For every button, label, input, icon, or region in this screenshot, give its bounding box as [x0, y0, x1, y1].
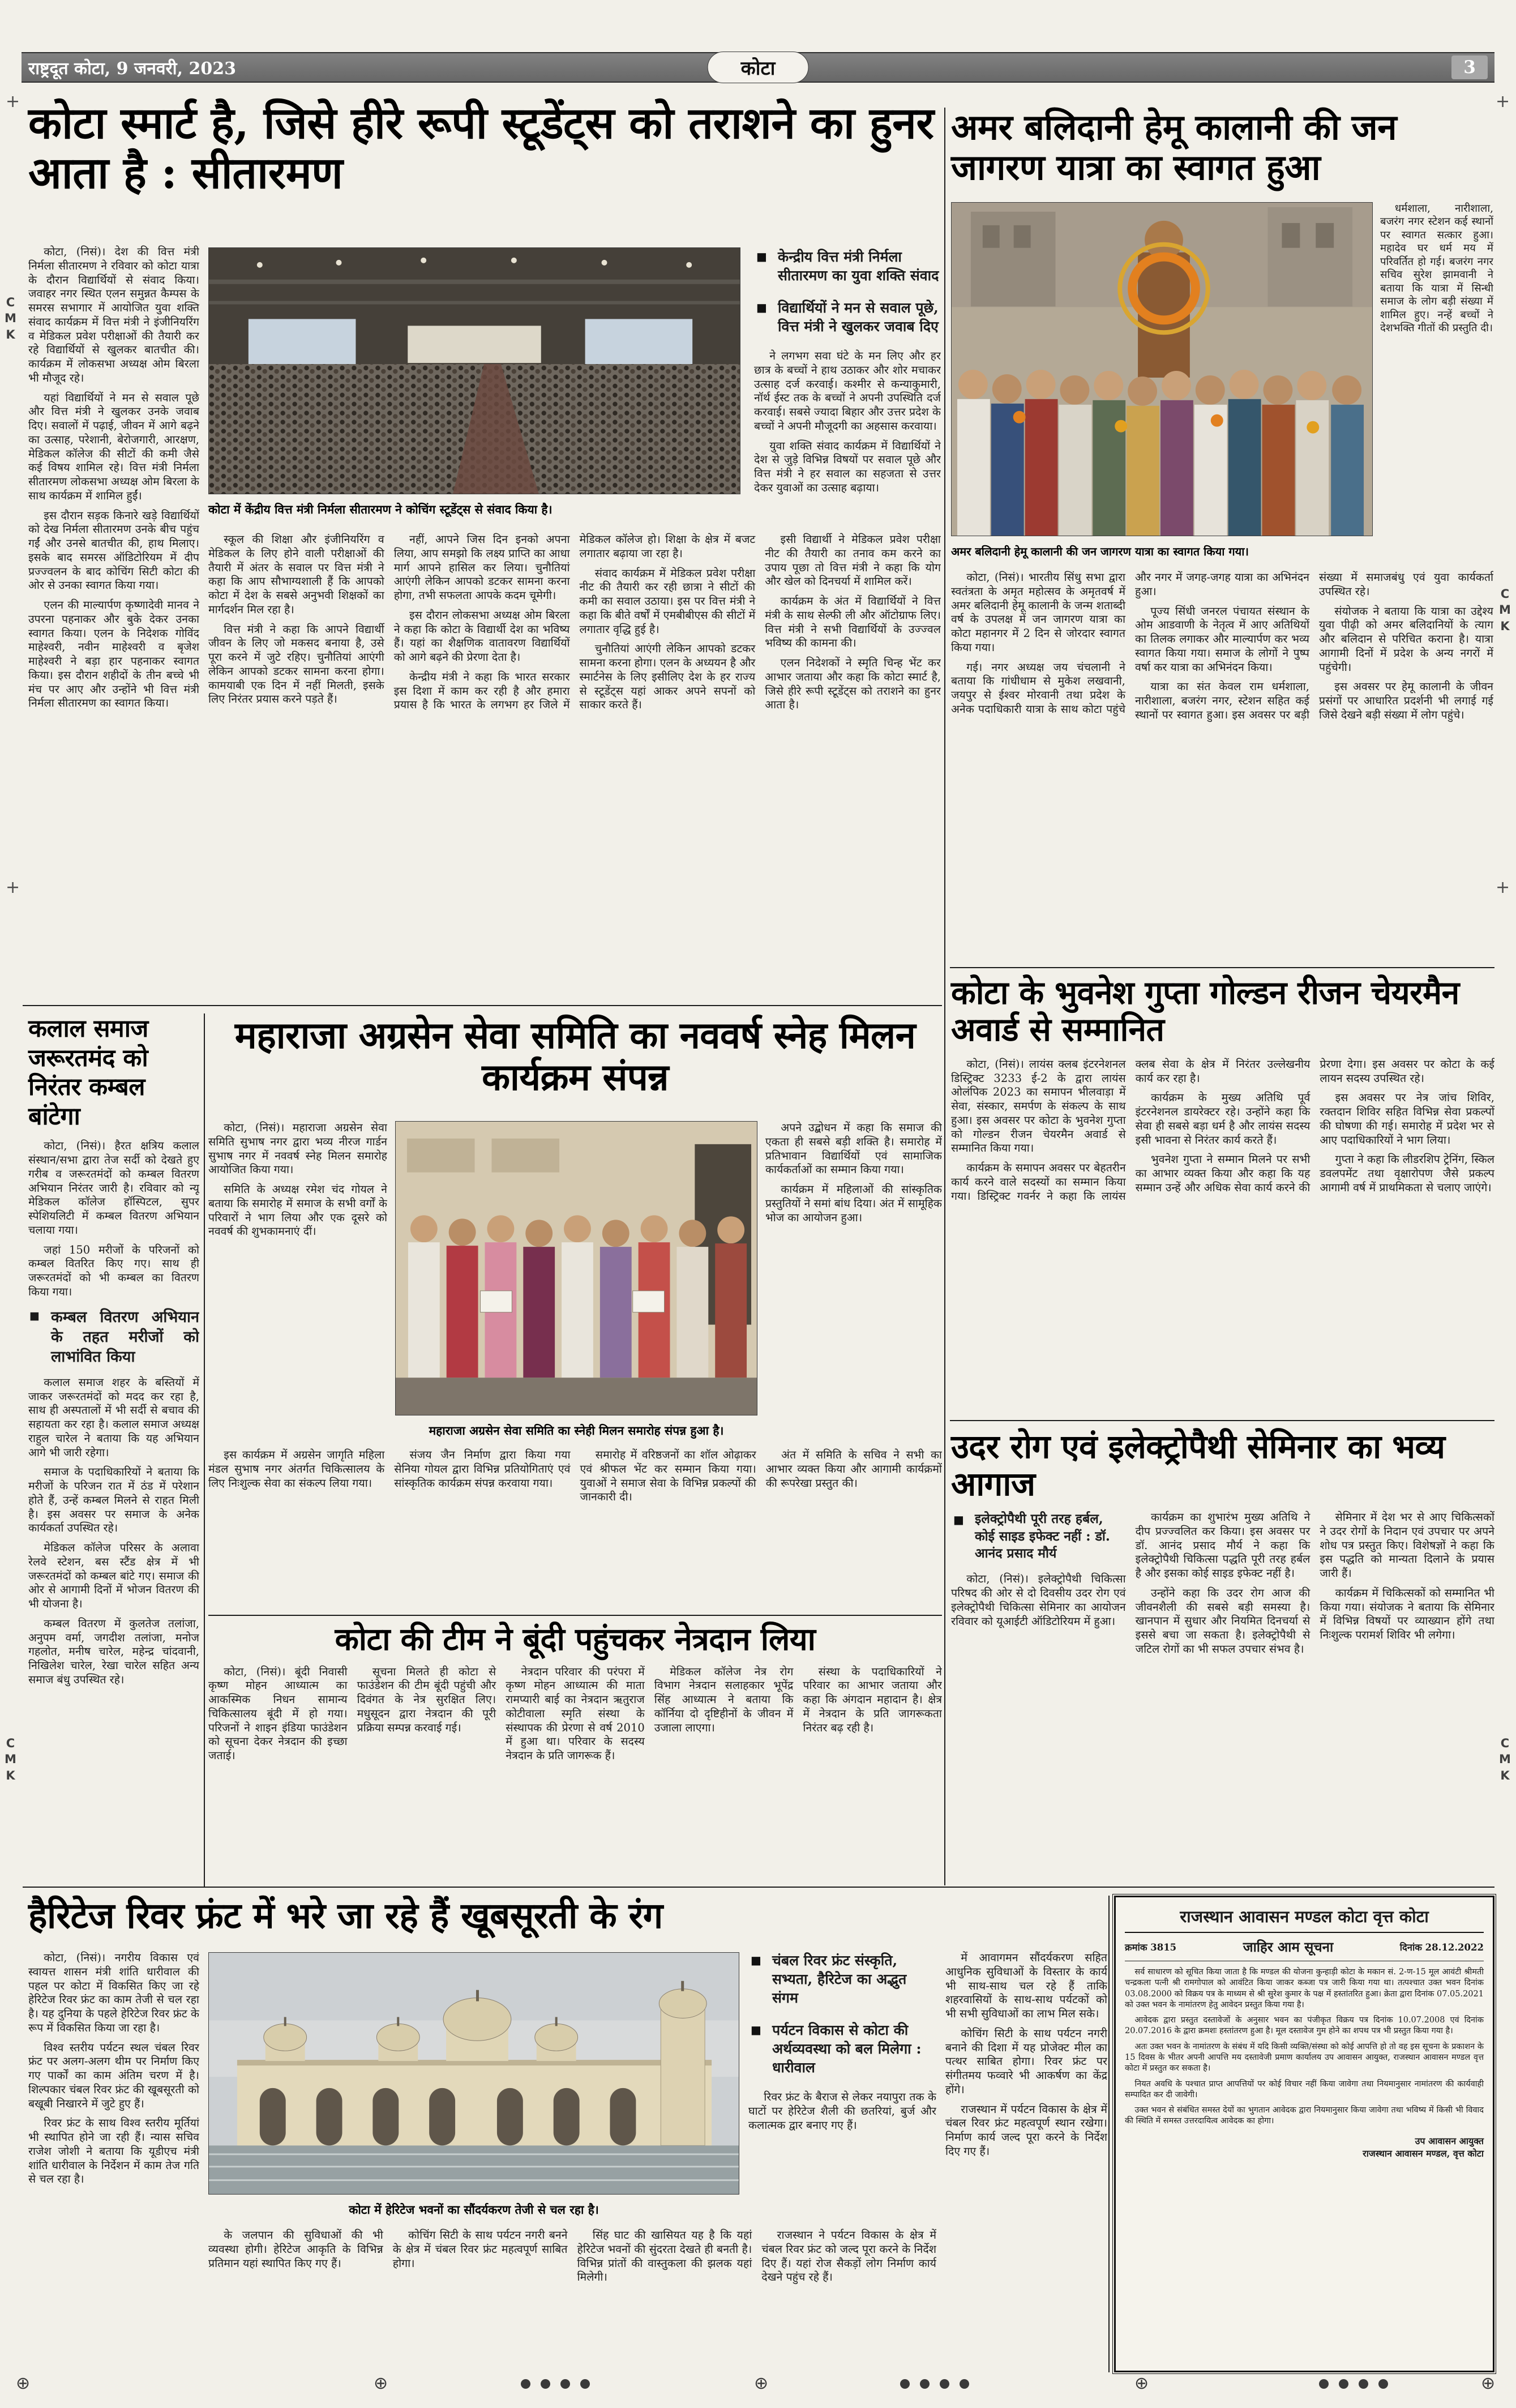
masthead-city-pill: कोटा — [708, 52, 809, 83]
registration-target-icon: ⊕ — [16, 2373, 31, 2393]
paragraph: इस दौरान सड़क किनारे खड़े विद्यार्थियों को देख निर्मला सीतारमण उनके बीच पहुंच गईं और उनसे बातचीत की, हाथ मिलाए। इसके बाद समरस ऑडिटोरियम में दीप प्रज्ज्वलन के बाद कोचिंग सिटी कोटा की ओर से उनका स्वागत किया गया। — [28, 508, 199, 592]
paragraph: कार्यक्रम के अंत में विद्यार्थियों ने वित्त मंत्री के साथ सेल्फी ली और ऑटोग्राफ लिए। वित्त मंत्री ने सभी विद्यार्थियों के उज्ज्वल भविष्य की कामना की। — [765, 594, 941, 650]
paragraph: संजय जैन निर्माण द्वारा किया गया सेनिया गोयल द्वारा विभिन्न प्रतियोगिताएं एवं सांस्कृतिक कार्यक्रम संपन्न करवाया गया। — [394, 1448, 571, 1490]
photo-caption: महाराजा अग्रसेन सेवा समिति का स्नेही मिलन समारोह संपन्न हुआ है। — [429, 1423, 724, 1438]
article-headline: कलाल समाज जरूरतमंद को निरंतर कम्बल बांटेगा — [28, 1015, 148, 1131]
paragraph: कोचिंग सिटी के साथ पर्यटन नगरी बनाने की दिशा में यह प्रोजेक्ट मील का पत्थर साबित होगा। रिवर फ्रंट पर संगीतमय फव्वारे भी आकर्षण का केंद्र होंगे। — [945, 2026, 1107, 2096]
photo-caption: कोटा में केंद्रीय वित्त मंत्री निर्मला सीतारमण ने कोचिंग स्टूडेंट्स से संवाद किया है। — [208, 502, 553, 516]
paragraph: नियत अवधि के पश्चात प्राप्त आपत्तियों पर कोई विचार नहीं किया जावेगा तथा नियमानुसार नामांतरण की कार्यवाही सम्पादित कर दी जावेगी। — [1125, 2079, 1484, 2099]
paragraph: M — [5, 1752, 16, 1767]
paragraph: गुप्ता ने कहा कि लीडरशिप ट्रेनिंग, स्किल डवलपमेंट तथा वृक्षारोपण जैसे प्रकल्प आगामी वर्ष में प्राथमिकता से चलाए जाएंगे। — [1320, 1153, 1494, 1194]
paragraph: K — [6, 327, 15, 341]
paragraph: कार्यक्रम के समापन अवसर पर बेहतरीन कार्य करने वाले सदस्यों का सम्मान किया गया। डिस्ट्रिक्ट गवर्नर ने कहा कि लायंस क्लब सेवा के क्षेत्र में निरंतर उल्लेखनीय कार्य कर रहा है। — [951, 1057, 1311, 1203]
paragraph: इस अवसर पर हेमू कालानी के जीवन प्रसंगों पर आधारित प्रदर्शनी भी लगाई गई जिसे देखने बड़ी संख्या में लोग पहुंचे। — [1319, 680, 1493, 721]
paragraph: वित्त मंत्री ने कहा कि आपने विद्यार्थी जीवन के लिए जो मकसद बनाया है, उसे पूरा करने में जुटे रहिए। चुनौतियां आएंगी लेकिन आपको डटकर सामना करना होगा। कामयाबी एक दिन में नहीं मिलती, इसके लिए निरंतर प्रयास करने पड़ते हैं। — [208, 622, 384, 706]
article-column — [28, 1951, 199, 2371]
article-sitharaman — [28, 98, 941, 712]
paragraph: विश्व स्तरीय पर्यटन स्थल चंबल रिवर फ्रंट पर अलग-अलग थीम पर निर्माण किए गए पार्कों का काम अंतिम चरण में है। शिल्पकार चंबल रिवर फ्रंट की खूबसूरती को बखूबी निखारने में जुटे हुए हैं। — [28, 2041, 199, 2110]
paragraph: संयोजक ने बताया कि यात्रा का उद्देश्य युवा पीढ़ी को अमर बलिदानियों के त्याग और बलिदान से परिचित कराना है। यात्रा आगामी दिनों में प्रदेश के अन्य नगरों में पहुंचेगी। — [1319, 604, 1493, 674]
article-column — [208, 533, 941, 998]
article-hemu-kalani — [951, 106, 1494, 721]
paragraph: ■ चंबल रिवर फ्रंट संस्कृति, सभ्यता, हैरिटेज का अद्भुत संगम — [748, 1951, 936, 2007]
paragraph: जहां 150 मरीजों के परिजनों को कम्बल वितरित किए गए। साथ ही जरूरतमंदों को भी कम्बल का वितरण किया गया। — [28, 1243, 199, 1298]
divider-rule — [950, 967, 1494, 968]
article-heritage-riverfront — [28, 1894, 1107, 2284]
paragraph: नहीं, आपने जिस दिन इनको अपना लिया, आप समझो कि लक्ष्य प्राप्ति का आधा मार्ग आपने हासिल कर लिया। चुनौतियां आएंगी लेकिन आपको डटकर सामना करना होगा, तभी सफलता आपके कदम चूमेगी। — [393, 533, 570, 602]
article-column — [28, 245, 199, 998]
paragraph: राजस्थान ने पर्यटन विकास के क्षेत्र में चंबल रिवर फ्रंट को जल्द पूरा करने के निर्देश दिए हैं। यहां रोज सैकड़ों लोग निर्माण कार्य देखने पहुंच रहे हैं। — [761, 2229, 936, 2284]
paragraph: ■ विद्यार्थियों ने मन से सवाल पूछे, वित्त मंत्री ने खुलकर जवाब दिए — [754, 298, 941, 336]
paragraph: अतः उक्त भवन के नामांतरण के संबंध में यदि किसी व्यक्ति/संस्था को कोई आपत्ति हो तो वह इस सूचना के प्रकाशन के 15 दिवस के भीतर अपनी आपत्ति मय दस्तावेजी प्रमाण कार्यालय उप आवासन आयुक्त, राजस्थान आवासन मण्डल वृत्त कोटा में प्रस्तुत कर सकता है। — [1125, 2042, 1484, 2073]
article-column — [208, 1448, 942, 1610]
paragraph: उक्त भवन से संबंधित समस्त देयों का भुगतान आवेदक द्वारा नियमानुसार किया जावेगा तथा भविष्य में किसी भी विवाद की स्थिति में समस्त उत्तरदायित्व आवेदक का होगा। — [1125, 2106, 1484, 2126]
article-headline: कोटा की टीम ने बूंदी पहुंचकर नेत्रदान लिया — [335, 1620, 816, 1657]
article-column — [951, 1058, 1494, 1404]
registration-target-icon: ⊕ — [1134, 2373, 1149, 2393]
paragraph: ने लगभग सवा घंटे के मन लिए और हर छात्र के बच्चों ने हाथ उठाकर और शोर मचाकर उत्साह दर्ज करवाई। कश्मीर से कन्याकुमारी, नॉर्थ ईस्ट तक के बच्चों ने अपनी उपस्थिति दर्ज करवाई। सबसे ज्यादा बिहार और उत्तर प्रदेश के बच्चों ने अपनी मौजूदगी का अहसास करवाया। — [754, 349, 941, 433]
divider-rule — [208, 1615, 942, 1616]
article-headline: अमर बलिदानी हेमू कालानी की जन जागरण यात्रा का स्वागत हुआ — [951, 106, 1397, 188]
paragraph: C — [6, 296, 15, 309]
paragraph: चुनौतियां आएंगी लेकिन आपको डटकर सामना करना होगा। एलन के अध्ययन है और स्मार्टनेस के लिए इसीलिए देश के हर राज्य से स्टूडेंट्स यहां आकर अपने सपनों को साकार करते हैं। — [579, 642, 756, 712]
paragraph: समारोह में वरिष्ठजनों का शॉल ओढ़ाकर एवं श्रीफल भेंट कर सम्मान किया गया। युवाओं ने समाज सेवा के विभिन्न प्रकल्पों की जानकारी दी। — [580, 1448, 756, 1504]
article-column — [951, 571, 1493, 960]
paragraph: कोटा, (निसं)। भारतीय सिंधु सभा द्वारा स्वतंत्रता के अमृत महोत्सव के अमृतवर्ष में अमर बलिदानी हेमू कालानी के जन्म शताब्दी वर्ष के उपलक्ष में जन जागरण यात्रा का कोटा महानगर में 2 दिन से जोरदार स्वागत किया गया। — [951, 571, 1125, 654]
paragraph: रिवर फ्रंट के बैराज से लेकर नयापुरा तक के घाटों पर हेरिटेज शैली की छतरियां, बुर्ज और कलात्मक द्वार बनाए गए हैं। — [748, 2090, 936, 2132]
masthead-date: राष्ट्रदूत कोटा, 9 जनवरी, 2023 — [28, 58, 236, 79]
auditorium-photo — [208, 247, 740, 494]
gathering-photo — [395, 1121, 757, 1415]
divider-rule — [944, 108, 945, 1885]
notice-title: राजस्थान आवासन मण्डल कोटा वृत्त कोटा — [1125, 1905, 1484, 1933]
paragraph: कोटा, (निसं)। नगरीय विकास एवं स्वायत्त शासन मंत्री शांति धारीवाल की पहल पर कोटा में विकसित किए जा रहे हेरिटेज रिवर फ्रंट का काम तेजी से चल रहा है। यह दुनिया के पहले हेरिटेज रिवर फ्रंट के रूप में विकसित किया जा रहा है। — [28, 1951, 199, 2034]
divider-rule — [23, 1887, 1494, 1888]
article-subhead: ■ कम्बल वितरण अभियान के तहत मरीजों को लाभांवित किया — [28, 1307, 199, 1367]
public-notice-box — [1114, 1896, 1494, 2372]
paragraph: संवाद कार्यक्रम में मेडिकल प्रवेश परीक्षा नीट की तैयारी कर रही छात्रा ने सीटों की कमी का सवाल उठाया। इस पर वित्त मंत्री ने कहा कि बीते वर्षों में एमबीबीएस की सीटों में लगातार वृद्धि हुई है। — [579, 566, 756, 636]
paragraph: K — [6, 1768, 15, 1782]
registration-target-icon: ⊕ — [374, 2373, 388, 2393]
paragraph: कार्यक्रम का शुभारंभ मुख्य अतिथि ने दीप प्रज्ज्वलित कर किया। इस अवसर पर डॉ. आनंद प्रसाद मौर्य ने कहा कि इलेक्ट्रोपैथी चिकित्सा पद्धति पूरी तरह हर्बल है और इसका कोई साइड इफेक्ट नहीं है। — [1135, 1511, 1311, 1580]
print-dot — [1359, 2379, 1368, 2389]
print-dot — [541, 2379, 550, 2389]
paragraph: K — [1500, 619, 1510, 633]
highlight-bullet: ■ इलेक्ट्रोपैथी पूरी तरह हर्बल, कोई साइड इफेक्ट नहीं : डॉ. आनंद प्रसाद मौर्य — [951, 1511, 1126, 1562]
article-netradaan — [208, 1622, 942, 1876]
article-column — [765, 1121, 942, 1445]
paragraph: इस दौरान लोकसभा अध्यक्ष ओम बिरला ने कहा कि कोटा के विद्यार्थी देश का भविष्य हैं। यहां का शैक्षणिक वातावरण विद्यार्थियों को आगे बढ़ने की प्रेरणा देता है। — [393, 608, 570, 664]
paragraph: कोटा, (निसं)। हैरत क्षत्रिय कलाल संस्थान/सभा द्वारा तेज सर्दी को देखते हुए गरीब व जरूरतमंदों को कम्बल वितरण अभियान निरंतर जारी है। रविवार को न्यू मेडिकल कॉलेज हॉस्पिटल, सुपर स्पेशियलिटी में कम्बल वितरण अभियान चलाया गया। — [28, 1139, 199, 1237]
divider-rule — [204, 1013, 205, 1887]
paragraph: उन्होंने कहा कि उदर रोग आज की जीवनशैली की सबसे बड़ी समस्या है। खानपान में सुधार और नियमित दिनचर्या से इससे बचा जा सकता है। इलेक्ट्रोपैथी से जटिल रोगों का भी सफल उपचार संभव है। — [1135, 1586, 1311, 1656]
article-headline: कोटा स्मार्ट है, जिसे हीरे रूपी स्टूडेंट्स को तराशने का हुनर आता है : सीतारमण — [28, 98, 934, 199]
article-headline: कोटा के भुवनेश गुप्ता गोल्डन रीजन चेयरमैन अवार्ड से सम्मानित — [951, 974, 1459, 1049]
notice-heading: जाहिर आम सूचना — [1243, 1939, 1334, 1955]
paragraph: में आवागमन सौंदर्यकरण सहित आधुनिक सुविधाओं के विस्तार के कार्य भी साथ-साथ चल रहे हैं ताकि शहरवासियों के साथ-साथ पर्यटकों को भी सभी सुविधाओं का लाभ मिल सके। — [945, 1951, 1107, 2020]
paragraph: कार्यक्रम में महिलाओं की सांस्कृतिक प्रस्तुतियों ने समां बांध दिया। अंत में सामूहिक भोज का आयोजन हुआ। — [765, 1183, 942, 1224]
print-dot — [960, 2379, 969, 2389]
paragraph: स्कूल की शिक्षा और इंजीनियरिंग व मेडिकल के लिए होने वाली परीक्षाओं की तैयारी में अंतर के सवाल पर वित्त मंत्री ने कहा कि आप सौभाग्यशाली हैं कि आपको कोटा में देश के सबसे अनुभवी शिक्षकों का मार्गदर्शन मिल रहा है। — [208, 533, 384, 616]
paragraph: M — [1499, 603, 1511, 617]
cmk-registration-mark — [1499, 586, 1511, 634]
paragraph: कोटा, (निसं)। देश की वित्त मंत्री निर्मला सीतारमण ने रविवार को कोटा यात्रा के दौरान विद्यार्थियों से संवाद किया। जवाहर नगर स्थित एलन समुन्नत कैम्पस के समरस सभागार में आयोजित युवा शक्ति संवाद कार्यक्रम में वित्त मंत्री ने इंजीनियरिंग व मेडिकल प्रवेश परीक्षाओं की तैयारी कर रहे विद्यार्थियों से खुलकर बातचीत की। कार्यक्रम में लोकसभा अध्यक्ष ओम बिरला भी मौजूद रहे। — [28, 245, 199, 384]
crosshair-icon: + — [1496, 92, 1510, 112]
article-kalal-samaj — [28, 1015, 199, 1912]
paragraph: अपने उद्बोधन में कहा कि समाज की एकता ही सबसे बड़ी शक्ति है। समारोह में प्रतिभावान विद्यार्थियों एवं सामाजिक कार्यकर्ताओं का सम्मान किया गया। — [765, 1121, 942, 1177]
article-column — [208, 1121, 387, 1445]
paragraph: M — [1499, 1752, 1511, 1767]
rally-photo — [951, 202, 1373, 536]
paragraph: कोटा, (निसं)। लायंस क्लब इंटरनेशनल डिस्ट्रिक्ट 3233 ई-2 के द्वारा लायंस ओलंपिक 2023 का समापन भीलवाड़ा में सेवा, संस्कार, समर्पण के संकल्प के साथ हुआ। इस अवसर पर कोटा के भुवनेश गुप्ता को गोल्डन रीजन चेयरमैन अवार्ड से सम्मानित किया गया। — [951, 1057, 1126, 1155]
page-number: 3 — [1451, 55, 1488, 79]
paragraph: राजस्थान में पर्यटन विकास के क्षेत्र में चंबल रिवर फ्रंट महत्वपूर्ण स्थान रखेगा। निर्माण कार्य जल्द पूरा करने के निर्देश दिए गए हैं। — [945, 2102, 1107, 2158]
paragraph: ■ केन्द्रीय वित्त मंत्री निर्मला सीतारमण का युवा शक्ति संवाद — [754, 247, 941, 285]
notice-date: दिनांक 28.12.2022 — [1399, 1942, 1484, 1953]
article-headline: हैरिटेज रिवर फ्रंट में भरे जा रहे हैं खूबसूरती के रंग — [28, 1894, 663, 1936]
paragraph: समाज के पदाधिकारियों ने बताया कि मरीजों के परिजन रात में ठंड में परेशान होते हैं, उन्हें कम्बल मिलने से राहत मिली है। इस अवसर पर समाज के अनेक कार्यकर्ता उपस्थित रहे। — [28, 1465, 199, 1535]
paragraph: समिति के अध्यक्ष रमेश चंद गोयल ने बताया कि समारोह में समाज के सभी वर्गों के परिवारों ने भाग लिया और एक दूसरे को नववर्ष की शुभकामनाएं दीं। — [208, 1183, 387, 1238]
cmk-registration-mark — [1499, 1735, 1511, 1783]
article-bhuvnesh-gupta — [951, 975, 1494, 1404]
cmk-registration-mark — [5, 1735, 16, 1783]
paragraph: सर्व साधारण को सूचित किया जाता है कि मण्डल की योजना कुन्हाड़ी कोटा के मकान सं. 2-ण-15 मूल आवंटी श्रीमती चन्द्रकला पत्नी श्री रामगोपाल को आवंटित किया जाकर कब्जा पत्र जारी किया गया था। तत्पश्चात उक्त भवन दिनांक 03.08.2000 को विक्रय पत्र के माध्यम से श्री सुरेश कुमार के पक्ष में हस्तांतरित हुआ। क्रेता द्वारा दिनांक 07.05.2021 को उक्त भवन के नामांतरण हेतु आवेदन प्रस्तुत किया गया है। — [1125, 1968, 1484, 2009]
print-dot — [1319, 2379, 1329, 2389]
paragraph: रिवर फ्रंट के साथ विश्व स्तरीय मूर्तियां भी स्थापित होने जा रही हैं। न्यास सचिव राजेश जोशी ने बताया कि यूडीएच मंत्री शांति धारीवाल के निर्देशन में काम तेज गति से चल रहा है। — [28, 2116, 199, 2186]
notice-signature: उप आवासन आयुक्त राजस्थान आवासन मण्डल, वृत्त कोटा — [1363, 2135, 1484, 2159]
print-dot — [560, 2379, 570, 2389]
print-dot-group — [900, 2379, 969, 2389]
notice-meta — [1125, 1933, 1484, 1961]
divider-rule — [1108, 1896, 1110, 2372]
article-column — [28, 1139, 199, 1912]
paragraph: C — [6, 1737, 15, 1750]
highlight-bullets — [748, 1951, 936, 2077]
paragraph: पूज्य सिंधी जनरल पंचायत संस्थान के ओम आडवाणी के नेतृत्व में आए अतिथियों का तिलक लगाकर और माल्यार्पण कर भव्य स्वागत किया गया। समाज के लोगों ने पुष्प वर्षा कर यात्रा का अभिनंदन किया। — [1135, 604, 1309, 674]
photo-caption: अमर बलिदानी हेमू कालानी की जन जागरण यात्रा का स्वागत किया गया। — [951, 545, 1249, 558]
paragraph: C — [1500, 1737, 1510, 1750]
print-dot-group — [521, 2379, 590, 2389]
article-electropathy — [951, 1428, 1494, 1867]
paragraph: K — [1500, 1768, 1510, 1782]
paragraph: कोटा, (निसं)। महाराजा अग्रसेन सेवा समिति सुभाष नगर द्वारा भव्य नीरज गार्डन सुभाष नगर में नववर्ष स्नेह मिलन समारोह आयोजित किया गया। — [208, 1121, 387, 1177]
paragraph: के जलपान की सुविधाओं की भी व्यवस्था होगी। हेरिटेज आकृति के विभिन्न प्रतिमान यहां स्थापित किए गए हैं। — [208, 2229, 383, 2270]
article-column — [1380, 202, 1493, 570]
paragraph: इसी विद्यार्थी ने मेडिकल प्रवेश परीक्षा नीट की तैयारी का तनाव कम करने का उपाय पूछा तो वित्त मंत्री ने कहा कि योग और खेल को दिनचर्या में शामिल करें। — [765, 533, 941, 588]
paragraph: सेमिनार में देश भर से आए चिकित्सकों ने उदर रोगों के निदान एवं उपचार पर अपने शोध पत्र प्रस्तुत किए। विशेषज्ञों ने कहा कि इस पद्धति को मान्यता दिलाने के प्रयास जारी हैं। — [1320, 1511, 1494, 1580]
paragraph: संस्था के पदाधिकारियों ने परिवार का आभार जताया और कहा कि अंगदान महादान है। क्षेत्र में नेत्रदान के प्रति जागरूकता निरंतर बढ़ रही है। — [803, 1665, 942, 1734]
paragraph: एलन निदेशकों ने स्मृति चिन्ह भेंट कर आभार जताया और कहा कि कोटा स्मार्ट है, जिसे हीरे रूपी स्टूडेंट्स को तराशने का हुनर आता है। — [765, 656, 941, 712]
paragraph: कोचिंग सिटी के साथ पर्यटन नगरी बनने के क्षेत्र में चंबल रिवर फ्रंट महत्वपूर्ण साबित होगा। — [392, 2229, 568, 2270]
divider-rule — [950, 1420, 1494, 1421]
divider-rule — [23, 1005, 942, 1006]
highlight-bullets — [754, 247, 941, 336]
paragraph: एलन की माल्यार्पण कृष्णादेवी मानव ने उपरना पहनाकर और बुके देकर उनका स्वागत किया। एलन के निदेशक गोविंद माहेश्वरी, नवीन माहेश्वरी व बृजेश माहेश्वरी ने बड़ा हार पहनाकर स्वागत किया। इस दौरान शहीदों के तीन बच्चे भी मंच पर आए और उन्होंने भी वित्त मंत्री निर्मला सीतारमण का स्वागत किया। — [28, 598, 199, 710]
notice-serial: क्रमांक 3815 — [1125, 1942, 1177, 1953]
paragraph: M — [5, 311, 16, 326]
print-dot — [521, 2379, 530, 2389]
paragraph: C — [1500, 587, 1510, 601]
article-agrasen — [208, 1014, 942, 1504]
masthead-bar — [22, 52, 1494, 83]
print-dot — [900, 2379, 910, 2389]
article-column — [748, 1951, 936, 2223]
registration-target-icon: ⊕ — [1481, 2373, 1496, 2393]
print-dot — [920, 2379, 930, 2389]
paragraph: कोटा, (निसं)। बूंदी निवासी कृष्ण मोहन आध्यात्म का आकस्मिक निधन सामान्य चिकित्सालय बूंदी में हो गया। परिजनों ने शाइन इंडिया फाउंडेशन को सूचना देकर नेत्रदान की इच्छा जताई। — [208, 1665, 348, 1763]
heritage-building-photo — [208, 1952, 739, 2195]
paragraph: अंत में समिति के सचिव ने सभी का आभार व्यक्त किया और आगामी कार्यक्रमों की रूपरेखा प्रस्तुत की। — [765, 1448, 942, 1490]
article-headline: उदर रोग एवं इलेक्ट्रोपैथी सेमिनार का भव्य आगाज — [951, 1427, 1445, 1504]
print-dot — [940, 2379, 949, 2389]
article-column — [208, 1665, 942, 1876]
article-headline: महाराजा अग्रसेन सेवा समिति का नववर्ष स्नेह मिलन कार्यक्रम संपन्न — [234, 1014, 916, 1100]
paragraph: इस अवसर पर नेत्र जांच शिविर, रक्तदान शिविर सहित विभिन्न सेवा प्रकल्पों की घोषणा की गई। समारोह में प्रदेश भर से आए पदाधिकारियों ने भाग लिया। — [1320, 1091, 1494, 1147]
paragraph: गई। नगर अध्यक्ष जय चंचलानी ने बताया कि गांधीधाम से मुकेश लखवानी, जयपुर से ईश्वर मोरवानी तथा प्रदेश के अनेक पदाधिकारी यात्रा के साथ कोटा पहुंचे और नगर में जगह-जगह यात्रा का अभिनंदन हुआ। — [951, 571, 1309, 716]
paragraph: केन्द्रीय मंत्री ने कहा कि भारत सरकार इस दिशा में काम कर रही है और हमारा प्रयास है कि भारत के लगभग हर जिले में मेडिकल कॉलेज हो। शिक्षा के क्षेत्र में बजट लगातार बढ़ाया जा रहा है। — [393, 533, 756, 712]
print-dot — [580, 2379, 590, 2389]
paragraph: मेडिकल कॉलेज नेत्र रोग विभाग नेत्रदान सलाहकार भूपेंद्र सिंह आध्यात्म ने बताया कि कॉर्निया दो दृष्टिहीनों के जीवन में उजाला लाएगा। — [654, 1665, 794, 1734]
paragraph: भुवनेश गुप्ता ने सम्मान मिलने पर सभी का आभार व्यक्त किया और कहा कि यह सम्मान उन्हें और अधिक सेवा कार्य करने की प्रेरणा देगा। इस अवसर पर कोटा के कई लायन सदस्य उपस्थित रहे। — [1135, 1057, 1494, 1194]
article-column — [951, 1511, 1494, 1867]
notice-body — [1125, 1967, 1484, 2127]
paragraph: आवेदक द्वारा प्रस्तुत दस्तावेजों के अनुसार भवन का पंजीकृत विक्रय पत्र दिनांक 10.07.2008 एवं दिनांक 20.07.2016 के द्वारा क्रमशः हस्तांतरण हुआ है। मूल दस्तावेज गुम होने का शपथ पत्र भी प्रस्तुत किया गया है। — [1125, 2016, 1484, 2036]
paragraph: कार्यक्रम में चिकित्सकों को सम्मानित भी किया गया। संयोजक ने बताया कि सेमिनार में विभिन्न विषयों पर व्याख्यान होंगे तथा निःशुल्क परामर्श शिविर भी लगेगा। — [1320, 1586, 1494, 1642]
cmk-registration-mark — [5, 294, 16, 343]
paragraph: यहां विद्यार्थियों ने मन से सवाल पूछे और वित्त मंत्री ने खुलकर उनके जवाब दिए। सवालों में पढ़ाई, जीवन में आगे बढ़ने का उत्साह, परेशानी, बेरोजगारी, आरक्षण, मेडिकल कॉलेज की सीटों की कमी जैसे कई विषय शामिल रहे। वित्त मंत्री निर्मला सीतारमण लोकसभा अध्यक्ष ओम बिरला के साथ कार्यक्रम में शामिल हुईं। — [28, 391, 199, 502]
paragraph: इस कार्यक्रम में अग्रसेन जागृति महिला मंडल सुभाष नगर अंतर्गत चिकित्सालय के लिए निःशुल्क सेवा का संकल्प लिया गया। — [208, 1448, 385, 1490]
registration-target-icon: ⊕ — [754, 2373, 769, 2393]
photo-caption: कोटा में हेरिटेज भवनों का सौंदर्यकरण तेजी से चल रहा है। — [349, 2202, 599, 2217]
paragraph: ■ पर्यटन विकास से कोटा की अर्थव्यवस्था को बल मिलेगा : धारीवाल — [748, 2021, 936, 2077]
paragraph: मेडिकल कॉलेज परिसर के अलावा रेलवे स्टेशन, बस स्टैंड क्षेत्र में भी जरूरतमंदों को कम्बल बांटे गए। समाज की ओर से आगामी दिनों में भोजन वितरण की भी योजना है। — [28, 1541, 199, 1611]
crosshair-icon: + — [6, 92, 20, 112]
paragraph: सिंह घाट की खासियत यह है कि यहां हेरिटेज भवनों की सुंदरता देखते ही बनती है। विभिन्न प्रांतों की वास्तुकला की झलक यहां मिलेगी। — [577, 2229, 752, 2284]
paragraph: कलाल समाज शहर के बस्तियों में जाकर जरूरतमंदों को मदद कर रहा है, साथ ही अस्पतालों में भी सर्दी से बचाव की सहायता कर रहा है। कलाल समाज अध्यक्ष राहुल चारेल ने बताया कि यह अभियान आगे भी जारी रहेगा। — [28, 1375, 199, 1459]
article-column — [945, 1951, 1107, 2371]
paragraph: यात्रा का संत केवल राम धर्मशाला, नारीशाला, बजरंग नगर, स्टेशन सहित कई स्थानों पर स्वागत हुआ। इस अवसर पर बड़ी संख्या में समाजबंधु एवं युवा कार्यकर्ता उपस्थित रहे। — [1135, 571, 1493, 721]
paragraph: कम्बल वितरण में कुलतेज तलांजा, अनुपम वर्मा, जगदीश तलांजा, मनोज गहलोत, मनीष चारेल, महेन्द्र चांदवानी, निखिलेश चारेल, रेखा चारेल सहित अन्य समाज बंधु उपस्थित रहे। — [28, 1616, 199, 1686]
print-dot — [1339, 2379, 1348, 2389]
article-column — [208, 2229, 936, 2371]
print-dot-group — [1319, 2379, 1388, 2389]
paragraph: सूचना मिलते ही कोटा से फाउंडेशन की टीम बूंदी पहुंची और दिवंगत के नेत्र सुरक्षित लिए। मधुसूदन द्वारा नेत्रदान की पूरी प्रक्रिया सम्पन्न करवाई गई। — [357, 1665, 496, 1734]
paragraph: धर्मशाला, नारीशाला, बजरंग नगर स्टेशन कई स्थानों पर स्वागत सत्कार हुआ। महादेव घर धर्म मय में परिवर्तित हो गई। बजरंग नगर सचिव सुरेश झामवानी ने बताया कि यात्रा में सिन्धी समाज के लोग बड़ी संख्या में शामिल हुए। नन्हें बच्चों ने देशभक्ति गीतों की प्रस्तुति दी। — [1380, 203, 1493, 335]
paragraph: कोटा, (निसं)। इलेक्ट्रोपैथी चिकित्सा परिषद की ओर से दो दिवसीय उदर रोग एवं इलेक्ट्रोपैथी चिकित्सा सेमिनार का आयोजन रविवार को यूआईटी ऑडिटोरियम में हुआ। — [951, 1572, 1126, 1628]
print-dot — [1378, 2379, 1388, 2389]
crosshair-icon: + — [1496, 878, 1510, 897]
paragraph: नेत्रदान परिवार की परंपरा में कृष्ण मोहन आध्यात्म की माता रामप्यारी बाई का नेत्रदान ऋतुराज कोटीवाला स्मृति संस्था के संस्थापक की प्रेरणा से वर्ष 2010 में हुआ था। परिवार के सदस्य नेत्रदान के प्रति जागरूक हैं। — [506, 1665, 645, 1763]
paragraph: युवा शक्ति संवाद कार्यक्रम में विद्यार्थियों ने देश से जुड़े विभिन्न विषयों पर सवाल पूछे और वित्त मंत्री ने हर सवाल का सहजता से उत्तर देकर युवाओं का उत्साह बढ़ाया। — [754, 439, 941, 494]
crosshair-icon: + — [6, 878, 20, 897]
paragraph: कार्यक्रम के मुख्य अतिथि पूर्व इंटरनेशनल डायरेक्टर रहे। उन्होंने कहा कि सेवा ही सबसे बड़ा धर्म है और लायंस सदस्य इसी भावना से निरंतर कार्य करते हैं। — [1135, 1091, 1311, 1147]
